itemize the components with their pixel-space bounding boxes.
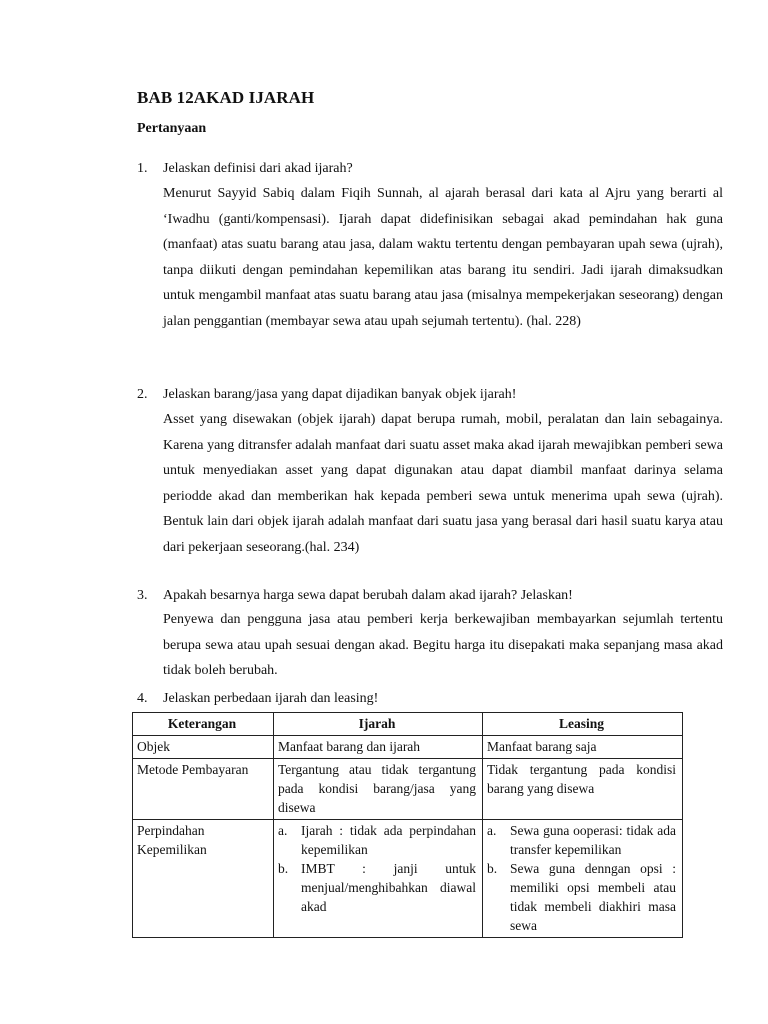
leasing-cell: Tidak tergantung pada kondisi barang yang disewa <box>483 759 683 820</box>
table-row <box>133 736 683 759</box>
column-header-keterangan: Keterangan <box>133 713 274 736</box>
question-number: 2. <box>137 387 148 402</box>
list-item-text: Sewa guna ooperasi: tidak ada transfer kepemilikan <box>510 823 676 857</box>
ijarah-cell <box>274 820 483 938</box>
question-number: 3. <box>137 588 148 603</box>
leasing-cell: Manfaat barang saja <box>483 736 683 759</box>
list-item <box>278 821 476 859</box>
question-block <box>137 585 723 684</box>
page-title: BAB 12AKAD IJARAH <box>137 88 315 107</box>
section-heading: Pertanyaan <box>137 121 207 136</box>
answer-text: Asset yang disewakan (objek ijarah) dapat berupa rumah, mobil, peralatan dan lain sebagainya. Karena yang ditransfer adalah manfaat dari suatu asset maka akad ijarah mewajibkan pemberi sewa untuk menyediakan asset yang dapat digunakan atau dapat diambil manfaat darinya selama periodde akad dan memberikan hak kepada pemberi sewa untuk menerima upah sewa (ujrah). Bentuk lain dari objek ijarah adalah manfaat dari suatu jasa yang berasal dari hasil suatu karya atau dari pekerjaan seseorang.(hal. 234) <box>163 412 723 555</box>
question-text: Apakah besarnya harga sewa dapat berubah dalam akad ijarah? Jelaskan! <box>163 588 573 603</box>
list-marker: a. <box>487 823 497 838</box>
table-row <box>133 820 683 938</box>
table-header-row <box>133 713 683 736</box>
table-row <box>133 759 683 820</box>
question-text: Jelaskan perbedaan ijarah dan leasing! <box>163 691 379 706</box>
question-number: 4. <box>137 691 148 706</box>
row-label: Metode Pembayaran <box>133 759 274 820</box>
question-number: 1. <box>137 161 148 176</box>
row-label: Objek <box>133 736 274 759</box>
comparison-table <box>132 712 683 938</box>
answer-text: Menurut Sayyid Sabiq dalam Fiqih Sunnah, al ajarah berasal dari kata al Ajru yang berarti al ‘Iwadhu (ganti/kompensasi). Ijarah dapat didefinisikan sebagai akad pemindahan hak guna (manfaat) atas suatu barang atau jasa, dalam waktu tertentu dengan pembayaran upah sewa (ujrah), tanpa diikuti dengan pemindahan kepemilikan atas barang itu sendiri. Jadi ijarah dimaksudkan untuk mengambil manfaat atas suatu barang atau jasa (misalnya mempekerjakan seseorang) dengan jalan penggantian (membayar sewa atau upah sejumah tertentu). (hal. 228) <box>163 186 723 329</box>
answer-text: Penyewa dan pengguna jasa atau pemberi kerja berkewajiban membayarkan sejumlah tertentu berupa sewa atau upah sesuai dengan akad. Begitu harga itu disepakati maka sepanjang masa akad tidak boleh berubah. <box>163 612 723 679</box>
ijarah-cell: Manfaat barang dan ijarah <box>274 736 483 759</box>
column-header-ijarah: Ijarah <box>274 713 483 736</box>
list-item <box>487 821 676 859</box>
question-block <box>137 688 723 709</box>
row-label: Perpindahan Kepemilikan <box>133 820 274 938</box>
list-item-text: Ijarah : tidak ada perpindahan kepemilikan <box>301 823 476 857</box>
list-marker: b. <box>278 861 289 876</box>
list-item-text: Sewa guna denngan opsi : memiliki opsi membeli atau tidak membeli diakhiri masa sewa <box>510 861 676 933</box>
question-block <box>137 158 723 335</box>
question-text: Jelaskan definisi dari akad ijarah? <box>163 161 353 176</box>
list-marker: a. <box>278 823 288 838</box>
list-item <box>278 859 476 916</box>
question-text: Jelaskan barang/jasa yang dapat dijadikan banyak objek ijarah! <box>163 387 517 402</box>
ijarah-cell: Tergantung atau tidak tergantung pada kondisi barang/jasa yang disewa <box>274 759 483 820</box>
list-marker: b. <box>487 861 498 876</box>
question-block <box>137 384 723 561</box>
leasing-cell <box>483 820 683 938</box>
list-item <box>487 859 676 935</box>
column-header-leasing: Leasing <box>483 713 683 736</box>
list-item-text: IMBT : janji untuk menjual/menghibahkan diawal akad <box>301 861 476 914</box>
